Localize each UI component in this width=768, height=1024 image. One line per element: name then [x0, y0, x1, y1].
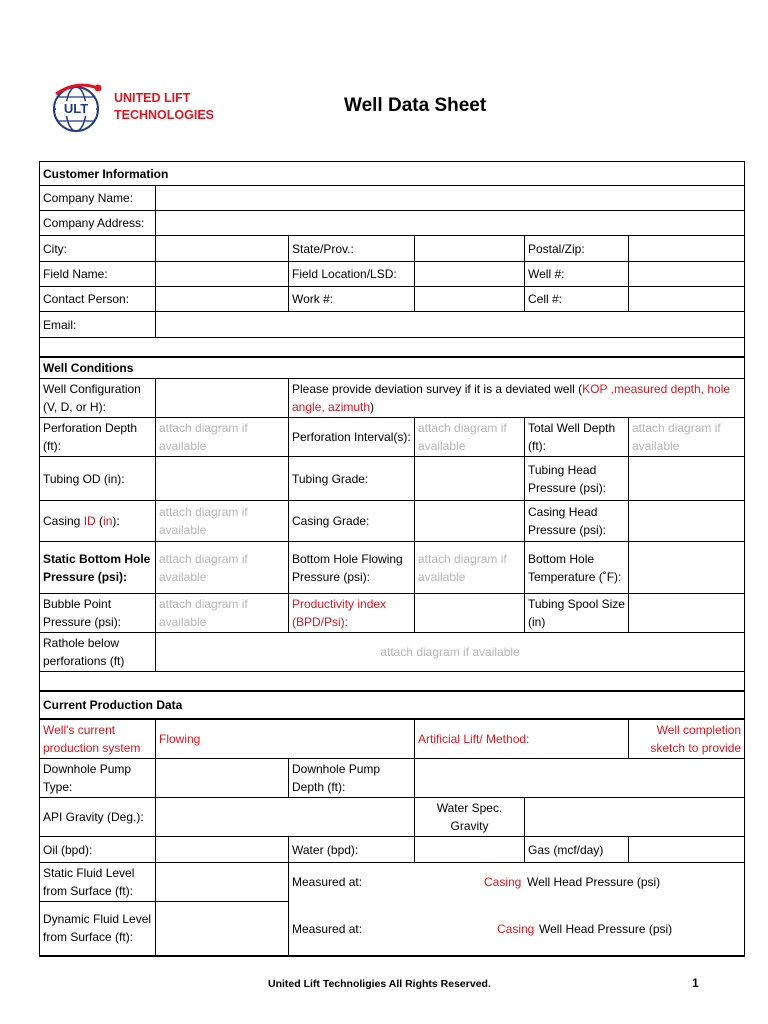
label-dynamic-casing: Casing	[497, 921, 535, 936]
label-well-number: Well #:	[525, 262, 629, 287]
casing-id-text-a: Casing	[43, 514, 84, 528]
label-pump-type: Downhole Pump Type:	[40, 759, 156, 798]
well-data-table	[39, 161, 745, 957]
company-name-line1: UNITED LIFT	[114, 91, 191, 105]
field-static-bhp[interactable]: attach diagram if available	[156, 542, 289, 594]
field-bubble-point[interactable]: attach diagram if available	[156, 594, 289, 633]
field-gas[interactable]	[629, 837, 745, 863]
casing-id-text-c: ):	[112, 514, 120, 528]
label-dynamic-whp: Well Head Pressure (psi)	[539, 921, 673, 936]
deviation-note-details: KOP ,measured depth, hole angle, azimuth	[292, 382, 731, 414]
label-bh-temperature: Bottom Hole Temperature (˚F):	[525, 542, 629, 594]
field-email[interactable]	[156, 312, 745, 338]
field-oil[interactable]	[156, 837, 289, 863]
field-tubing-spool-size[interactable]	[629, 594, 745, 633]
section-current-production: Current Production Data	[40, 691, 745, 719]
section-divider	[40, 338, 745, 358]
label-total-well-depth: Total Well Depth (ft):	[525, 418, 629, 457]
casing-id-text-id: ID	[83, 514, 96, 528]
field-casing-head-pressure[interactable]	[629, 501, 745, 542]
label-state: State/Prov.:	[289, 236, 415, 262]
label-tubing-spool-size: Tubing Spool Size (in)	[525, 594, 629, 633]
label-company-name: Company Name:	[40, 186, 156, 211]
casing-id-text-b: (	[95, 514, 104, 528]
page-title: Well Data Sheet	[344, 95, 487, 116]
field-work-number[interactable]	[415, 287, 525, 312]
field-perforation-depth[interactable]: attach diagram if available	[156, 418, 289, 457]
field-static-fluid-level[interactable]	[156, 863, 289, 902]
label-perforation-interval: Perforation Interval(s):	[289, 418, 415, 457]
field-cell-number[interactable]	[629, 287, 745, 312]
field-current-production-system[interactable]: Flowing	[156, 719, 415, 759]
label-perforation-depth: Perforation Depth (ft):	[40, 418, 156, 457]
label-well-configuration: Well Configuration (V, D, or H):	[40, 379, 156, 418]
label-tubing-od: Tubing OD (in):	[40, 457, 156, 501]
field-well-configuration[interactable]	[156, 379, 289, 418]
section-divider	[40, 672, 745, 692]
label-casing-grade: Casing Grade:	[289, 501, 415, 542]
field-productivity-index[interactable]	[415, 594, 525, 633]
field-water-specific-gravity[interactable]	[525, 798, 745, 837]
page-number: 1	[692, 976, 699, 990]
deviation-note-text: Please provide deviation survey if it is a deviated well (	[292, 382, 583, 396]
field-flowing-bhp[interactable]: attach diagram if available	[415, 542, 525, 594]
label-work-number: Work #:	[289, 287, 415, 312]
field-field-location[interactable]	[415, 262, 525, 287]
field-bh-temperature[interactable]	[629, 542, 745, 594]
label-postal: Postal/Zip:	[525, 236, 629, 262]
label-casing-head-pressure: Casing Head Pressure (psi):	[525, 501, 629, 542]
label-current-production-system: Well's current production system	[40, 719, 156, 759]
casing-id-text-in: in	[103, 514, 113, 528]
label-contact-person: Contact Person:	[40, 287, 156, 312]
label-tubing-grade: Tubing Grade:	[289, 457, 415, 501]
dynamic-measured-at-row	[289, 902, 745, 956]
label-bubble-point: Bubble Point Pressure (psi):	[40, 594, 156, 633]
field-tubing-od[interactable]	[156, 457, 289, 501]
deviation-note-end: )	[370, 400, 375, 414]
field-postal[interactable]	[629, 236, 745, 262]
label-company-address: Company Address:	[40, 211, 156, 236]
label-productivity-index: Productivity index (BPD/Psi):	[289, 594, 415, 633]
section-customer-information: Customer Information	[40, 162, 745, 186]
label-dynamic-fluid-level: Dynamic Fluid Level from Surface (ft):	[40, 902, 156, 956]
label-flowing-bhp: Bottom Hole Flowing Pressure (psi):	[289, 542, 415, 594]
label-static-measured-at: Measured at:	[292, 875, 363, 889]
label-cell-number: Cell #:	[525, 287, 629, 312]
label-pump-depth: Downhole Pump Depth (ft):	[289, 759, 415, 798]
field-rathole[interactable]: attach diagram if available	[156, 633, 745, 672]
label-dynamic-measured-at: Measured at:	[292, 921, 363, 936]
field-water[interactable]	[415, 837, 525, 863]
svg-text:ULT: ULT	[63, 101, 89, 116]
field-perforation-interval[interactable]: attach diagram if available	[415, 418, 525, 457]
field-well-number[interactable]	[629, 262, 745, 287]
label-artificial-lift: Artificial Lift/ Method:	[415, 719, 629, 759]
static-measured-at-row	[289, 863, 745, 902]
field-api-gravity[interactable]	[156, 798, 415, 837]
company-name	[114, 90, 214, 124]
label-static-casing: Casing	[484, 875, 522, 889]
field-pump-depth[interactable]	[415, 759, 745, 798]
label-water-specific-gravity: Water Spec. Gravity	[415, 798, 525, 837]
label-email: Email:	[40, 312, 156, 338]
label-gas: Gas (mcf/day)	[525, 837, 629, 863]
field-company-address[interactable]	[156, 211, 745, 236]
label-static-bhp: Static Bottom Hole Pressure (psi):	[40, 542, 156, 594]
label-oil: Oil (bpd):	[40, 837, 156, 863]
field-company-name[interactable]	[156, 186, 745, 211]
deviation-survey-note	[289, 379, 745, 418]
label-completion-sketch: Well completion sketch to provide	[629, 719, 745, 759]
field-state[interactable]	[415, 236, 525, 262]
field-city[interactable]	[156, 236, 289, 262]
field-tubing-head-pressure[interactable]	[629, 457, 745, 501]
company-name-line2: TECHNOLOGIES	[114, 108, 215, 122]
label-casing-id	[40, 501, 156, 542]
field-total-well-depth[interactable]: attach diagram if available	[629, 418, 745, 457]
label-water: Water (bpd):	[289, 837, 415, 863]
label-api-gravity: API Gravity (Deg.):	[40, 798, 156, 837]
label-field-name: Field Name:	[40, 262, 156, 287]
field-contact-person[interactable]	[156, 287, 289, 312]
label-rathole: Rathole below perforations (ft)	[40, 633, 156, 672]
label-tubing-head-pressure: Tubing Head Pressure (psi):	[525, 457, 629, 501]
label-field-location: Field Location/LSD:	[289, 262, 415, 287]
label-static-fluid-level: Static Fluid Level from Surface (ft):	[40, 863, 156, 902]
label-static-whp: Well Head Pressure (psi)	[527, 875, 661, 889]
field-field-name[interactable]	[156, 262, 289, 287]
field-tubing-grade[interactable]	[415, 457, 525, 501]
field-dynamic-fluid-level[interactable]	[156, 902, 289, 956]
footer-copyright: United Lift Technoligies All Rights Reserved.	[268, 978, 491, 990]
field-casing-grade[interactable]	[415, 501, 525, 542]
field-pump-type[interactable]	[156, 759, 289, 798]
field-casing-id[interactable]: attach diagram if available	[156, 501, 289, 542]
section-well-conditions: Well Conditions	[40, 357, 745, 379]
label-city: City:	[40, 236, 156, 262]
